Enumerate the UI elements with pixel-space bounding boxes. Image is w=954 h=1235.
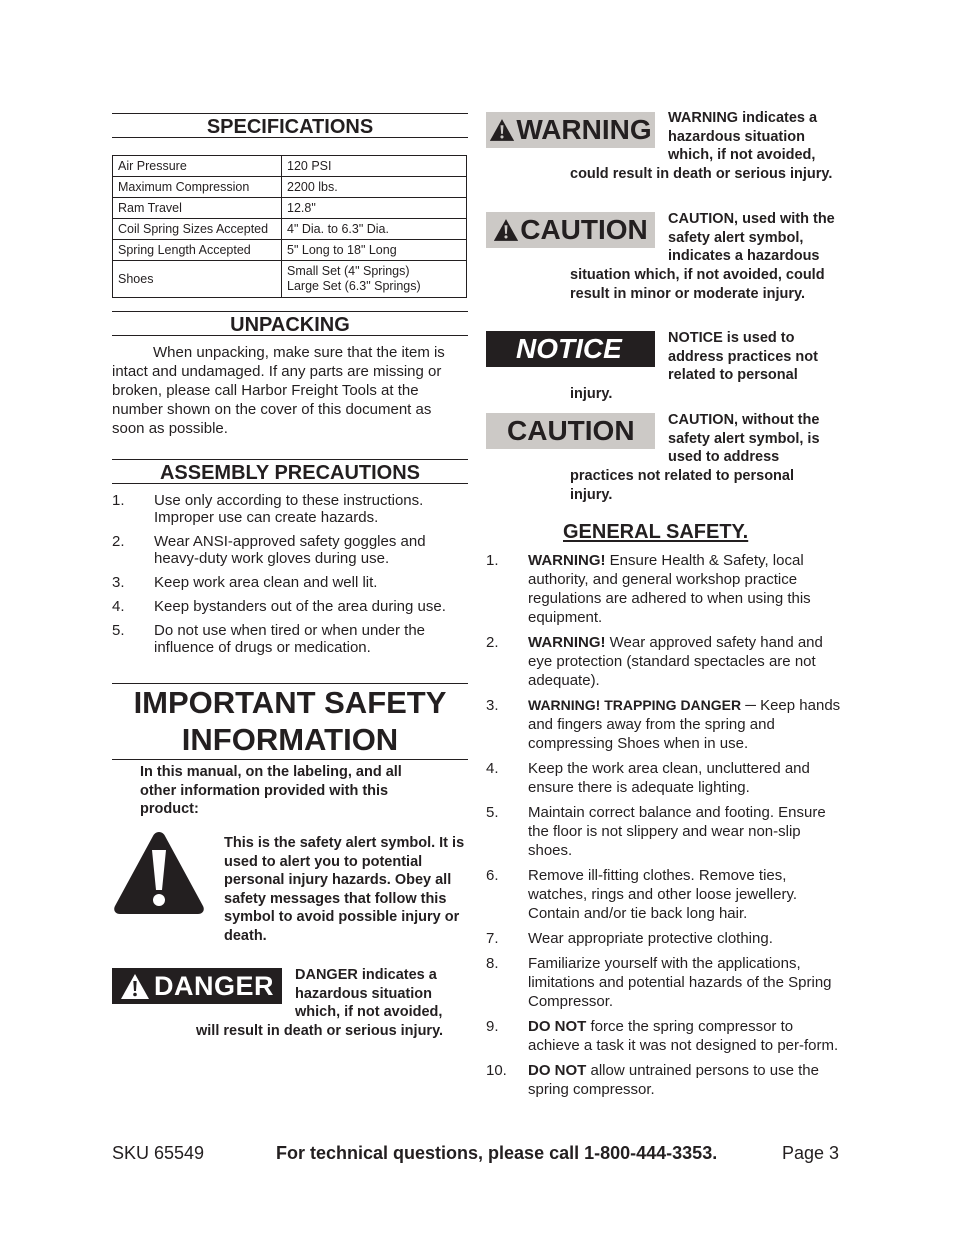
table-row: [113, 261, 467, 298]
caution-plain-text: CAUTION, without the safety alert symbol, is used to address: [668, 412, 820, 466]
list-number: 4.: [112, 598, 125, 615]
list-item: [486, 633, 842, 690]
general-safety-list: [486, 551, 842, 1105]
list-bold: WARNING! TRAPPING DANGER: [528, 697, 742, 713]
list-text: Maintain correct balance and footing. Ensure the floor is not slippery and wear non-slip shoes.: [528, 804, 826, 859]
table-row: [113, 177, 467, 198]
list-item: [486, 1061, 842, 1099]
list-text: Wear approved safety hand and eye protection (standard spectacles are not adequate).: [528, 634, 823, 689]
list-item: [112, 598, 468, 615]
list-bold: DO NOT: [528, 1018, 587, 1035]
danger-label: DANGER: [153, 970, 274, 1001]
list-text: force the spring compressor to achieve a task it was not designed to per-form.: [528, 1018, 839, 1054]
specifications-heading: SPECIFICATIONS: [112, 113, 468, 138]
list-bold: WARNING!: [528, 552, 606, 569]
warning-text: WARNING indicates a hazardous situation which, if not avoided,: [668, 110, 818, 164]
assembly-section: [112, 459, 468, 663]
spec-value-line: Small Set (4" Springs): [287, 264, 410, 278]
list-number: 3.: [112, 574, 125, 591]
danger-text: DANGER indicates a hazardous situation which, if not avoided,: [295, 967, 443, 1021]
list-text: Ensure Health & Safety, local authority, and general workshop practice regulations are adhered to when using this equipment.: [528, 552, 811, 626]
list-number: 4.: [486, 760, 499, 777]
important-safety-section: [112, 683, 468, 760]
list-number: 10.: [486, 1062, 507, 1079]
caution-plain-label: CAUTION: [507, 415, 635, 446]
list-item: [112, 622, 468, 656]
spec-value: 12.8": [282, 198, 467, 219]
caution-symbol-label-box: [486, 212, 655, 248]
list-number: 5.: [486, 804, 499, 821]
warning-label-box: [486, 112, 655, 148]
heading-line: IMPORTANT SAFETY: [133, 685, 447, 720]
danger-text-cont: will result in death or serious injury.: [196, 1023, 444, 1039]
list-number: 2.: [486, 634, 499, 651]
list-text: Keep the work area clean, uncluttered and ensure there is adequate lighting.: [528, 760, 810, 796]
footer-phone: For technical questions, please call 1-800-444-3353.: [276, 1143, 718, 1163]
list-item: [486, 696, 842, 753]
spec-label: Shoes: [113, 261, 282, 298]
notice-text: NOTICE is used to address practices not related to personal: [668, 330, 818, 384]
assembly-list: [112, 492, 468, 656]
notice-label-box: [486, 331, 655, 367]
list-item: [486, 866, 842, 923]
list-text: Keep work area clean and well lit.: [154, 574, 378, 591]
list-text: Familiarize yourself with the applications, limitations and potential hazards of the Spring Compressor.: [528, 955, 832, 1010]
assembly-heading: ASSEMBLY PRECAUTIONS: [112, 459, 468, 484]
warning-label: WARNING: [516, 114, 652, 145]
specifications-table: [112, 155, 467, 298]
important-safety-heading: [112, 683, 468, 760]
spec-label: Spring Length Accepted: [113, 240, 282, 261]
list-number: 7.: [486, 930, 499, 947]
warning-text-cont: could result in death or serious injury.: [570, 166, 833, 182]
alert-triangle-icon: [120, 973, 150, 1000]
list-text: Wear ANSI-approved safety goggles and heavy-duty work gloves during use.: [154, 533, 426, 567]
spec-label: Coil Spring Sizes Accepted: [113, 219, 282, 240]
list-text: Remove ill-fitting clothes. Remove ties, watches, rings and other loose jewellery. Contain and/or tie back long hair.: [528, 867, 798, 922]
alert-symbol-text: This is the safety alert symbol. It is used to alert you to potential personal injury hazards. Obey all safety messages that follow this symbol to avoid possible injury or death.: [224, 835, 465, 944]
spec-label: Ram Travel: [113, 198, 282, 219]
table-row: [113, 240, 467, 261]
safety-alert-symbol-icon: [112, 830, 206, 916]
table-row: [113, 156, 467, 177]
list-number: 9.: [486, 1018, 499, 1035]
caution-plain-label-box: [486, 413, 655, 449]
list-item: [486, 551, 842, 627]
spec-value: 5" Long to 18" Long: [282, 240, 467, 261]
unpacking-text: When unpacking, make sure that the item is intact and undamaged. If any parts are missing or broken, please call Harbor Freight Tools at the number shown on the cover of this document as soon as possible.: [112, 344, 445, 437]
notice-text-cont: injury.: [570, 386, 613, 402]
unpacking-heading: UNPACKING: [112, 311, 468, 336]
caution-symbol-text: CAUTION, used with the safety alert symbol, indicates a hazardous: [668, 211, 835, 265]
list-number: 3.: [486, 697, 499, 714]
footer-sku: SKU 65549: [112, 1143, 205, 1163]
list-text: Use only according to these instructions. Improper use can create hazards.: [154, 492, 424, 526]
general-safety-heading: GENERAL SAFETY.: [563, 521, 749, 543]
important-intro: In this manual, on the labeling, and all other information provided with this product:: [140, 764, 402, 818]
spec-value: 120 PSI: [282, 156, 467, 177]
caution-plain-text-cont: practices not related to personal injury.: [570, 468, 795, 503]
list-item: [112, 492, 468, 526]
alert-triangle-icon: [493, 218, 519, 242]
list-bold: DO NOT: [528, 1062, 587, 1079]
spec-label: Air Pressure: [113, 156, 282, 177]
list-text: Wear appropriate protective clothing.: [528, 930, 773, 947]
list-item: [486, 759, 842, 797]
list-item: [486, 1017, 842, 1055]
list-number: 6.: [486, 867, 499, 884]
list-number: 8.: [486, 955, 499, 972]
table-row: [113, 219, 467, 240]
unpacking-section: [112, 311, 468, 438]
alert-triangle-icon: [489, 118, 515, 142]
list-text: ─ Keep hands and fingers away from the spring and compressing Shoes when in use.: [528, 697, 841, 752]
list-text: Do not use when tired or when under the influence of drugs or medication.: [154, 622, 426, 656]
list-item: [112, 574, 468, 591]
danger-label-box: [112, 968, 282, 1004]
spec-value: 4" Dia. to 6.3" Dia.: [282, 219, 467, 240]
footer-page: Page 3: [782, 1143, 840, 1163]
list-item: [486, 803, 842, 860]
spec-value: 2200 lbs.: [282, 177, 467, 198]
spec-value: [282, 261, 467, 298]
spec-label: Maximum Compression: [113, 177, 282, 198]
spec-value-line: Large Set (6.3" Springs): [287, 279, 421, 293]
caution-symbol-text-cont: situation which, if not avoided, could result in minor or moderate injury.: [570, 267, 825, 302]
list-number: 1.: [112, 492, 125, 509]
list-number: 5.: [112, 622, 125, 639]
heading-line: INFORMATION: [181, 722, 399, 757]
list-item: [486, 954, 842, 1011]
list-number: 2.: [112, 533, 125, 550]
list-text: allow untrained persons to use the spring compressor.: [528, 1062, 819, 1098]
list-number: 1.: [486, 552, 499, 569]
notice-label: NOTICE: [516, 333, 622, 364]
list-bold: WARNING!: [528, 634, 606, 651]
list-item: [112, 533, 468, 567]
list-text: Keep bystanders out of the area during use.: [154, 598, 446, 615]
table-row: [113, 198, 467, 219]
specifications-section: [112, 113, 468, 298]
caution-symbol-label: CAUTION: [520, 214, 648, 245]
list-item: [486, 929, 842, 948]
